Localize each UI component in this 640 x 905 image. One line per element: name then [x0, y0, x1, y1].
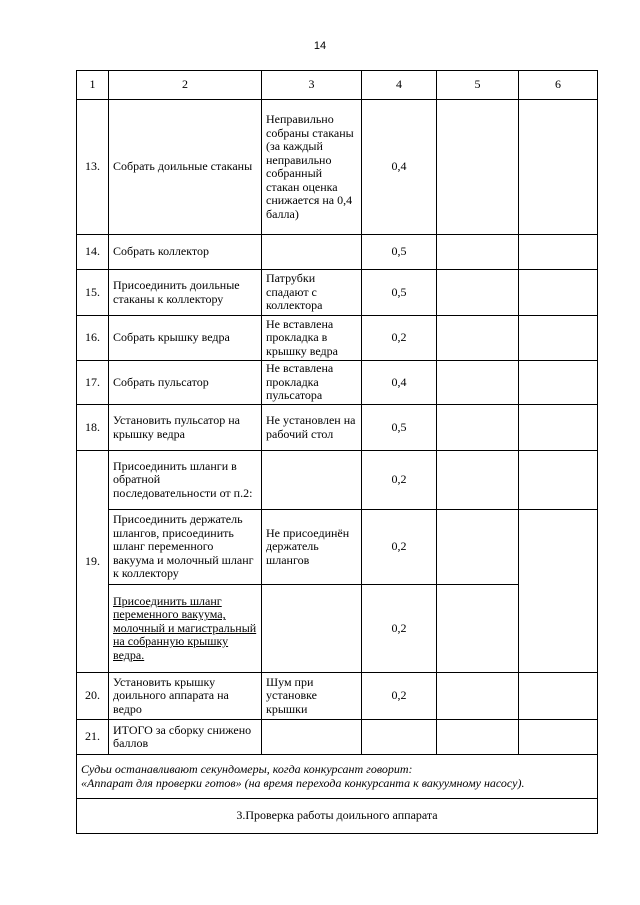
empty-cell — [519, 235, 598, 270]
empty-cell — [437, 673, 519, 720]
table-row — [77, 405, 598, 451]
action-cell: Собрать крышку ведра — [109, 316, 262, 361]
error-cell: Патрубки спадают с коллектора — [262, 270, 362, 316]
empty-cell — [519, 270, 598, 316]
score-cell: 0,2 — [362, 673, 437, 720]
empty-cell — [437, 316, 519, 361]
row-number: 19. — [77, 451, 109, 673]
error-cell: Не установлен на рабочий стол — [262, 405, 362, 451]
score-cell: 0,4 — [362, 361, 437, 405]
error-cell — [262, 585, 362, 673]
row-number: 20. — [77, 673, 109, 720]
empty-cell — [437, 585, 519, 673]
row-number: 16. — [77, 316, 109, 361]
action-cell: Присоединить шланг переменного вакуума, молочный и магистральный на собранную крышку ведра. — [109, 585, 262, 673]
table-row — [77, 100, 598, 235]
scoring-table — [76, 70, 598, 834]
action-cell: ИТОГО за сборку снижено баллов — [109, 720, 262, 755]
table-row — [77, 720, 598, 755]
table-row — [77, 510, 598, 585]
error-cell: Не присоединён держатель шлангов — [262, 510, 362, 585]
score-cell: 0,2 — [362, 316, 437, 361]
score-cell: 0,4 — [362, 100, 437, 235]
empty-cell — [437, 451, 519, 510]
empty-cell — [437, 235, 519, 270]
row-number: 21. — [77, 720, 109, 755]
empty-cell — [519, 510, 598, 673]
error-cell — [262, 235, 362, 270]
error-cell: Неправильно собраны стаканы (за каждый неправильно собранный стакан оценка снижается на 0,4 балла) — [262, 100, 362, 235]
action-cell: Собрать коллектор — [109, 235, 262, 270]
table-row — [77, 270, 598, 316]
table-row — [77, 235, 598, 270]
error-cell: Не вставлена прокладка пульсатора — [262, 361, 362, 405]
empty-cell — [519, 100, 598, 235]
row-number: 17. — [77, 361, 109, 405]
header-cell-2: 2 — [109, 71, 262, 100]
header-cell-5: 5 — [437, 71, 519, 100]
row-number: 14. — [77, 235, 109, 270]
table-row — [77, 451, 598, 510]
error-cell: Шум при установке крышки — [262, 673, 362, 720]
header-cell-4: 4 — [362, 71, 437, 100]
section-title: 3.Проверка работы доильного аппарата — [77, 799, 598, 834]
row-number: 18. — [77, 405, 109, 451]
empty-cell — [437, 100, 519, 235]
header-cell-3: 3 — [262, 71, 362, 100]
action-cell: Собрать пульсатор — [109, 361, 262, 405]
action-cell: Установить пульсатор на крышку ведра — [109, 405, 262, 451]
empty-cell — [437, 361, 519, 405]
action-cell: Установить крышку доильного аппарата на ведро — [109, 673, 262, 720]
table-row — [77, 673, 598, 720]
action-cell: Собрать доильные стаканы — [109, 100, 262, 235]
table-row — [77, 361, 598, 405]
judges-note — [77, 755, 598, 799]
score-cell: 0,2 — [362, 451, 437, 510]
empty-cell — [437, 270, 519, 316]
score-cell: 0,5 — [362, 235, 437, 270]
note-row — [77, 755, 598, 799]
action-cell: Присоединить держатель шлангов, присоединить шланг переменного вакуума и молочный шланг к коллектору — [109, 510, 262, 585]
action-cell: Присоединить шланги в обратной последовательности от п.2: — [109, 451, 262, 510]
judges-note-line-1: Судьи останавливают секундомеры, когда конкурсант говорит: — [81, 762, 413, 776]
empty-cell — [519, 361, 598, 405]
error-cell — [262, 720, 362, 755]
header-row — [77, 71, 598, 100]
row-number: 13. — [77, 100, 109, 235]
score-cell — [362, 720, 437, 755]
empty-cell — [519, 405, 598, 451]
row-number: 15. — [77, 270, 109, 316]
action-cell: Присоединить доильные стаканы к коллектору — [109, 270, 262, 316]
empty-cell — [437, 405, 519, 451]
empty-cell — [519, 720, 598, 755]
score-cell: 0,5 — [362, 270, 437, 316]
score-cell: 0,2 — [362, 510, 437, 585]
header-cell-6: 6 — [519, 71, 598, 100]
empty-cell — [519, 316, 598, 361]
table-row — [77, 316, 598, 361]
error-cell: Не вставлена прокладка в крышку ведра — [262, 316, 362, 361]
section-row — [77, 799, 598, 834]
score-cell: 0,5 — [362, 405, 437, 451]
empty-cell — [519, 451, 598, 510]
error-cell — [262, 451, 362, 510]
empty-cell — [437, 720, 519, 755]
empty-cell — [437, 510, 519, 585]
judges-note-line-2: «Аппарат для проверки готов» (на время перехода конкурсанта к вакуумному насосу). — [81, 775, 525, 790]
page-number: 14 — [313, 40, 327, 52]
empty-cell — [519, 673, 598, 720]
header-cell-1: 1 — [77, 71, 109, 100]
score-cell: 0,2 — [362, 585, 437, 673]
